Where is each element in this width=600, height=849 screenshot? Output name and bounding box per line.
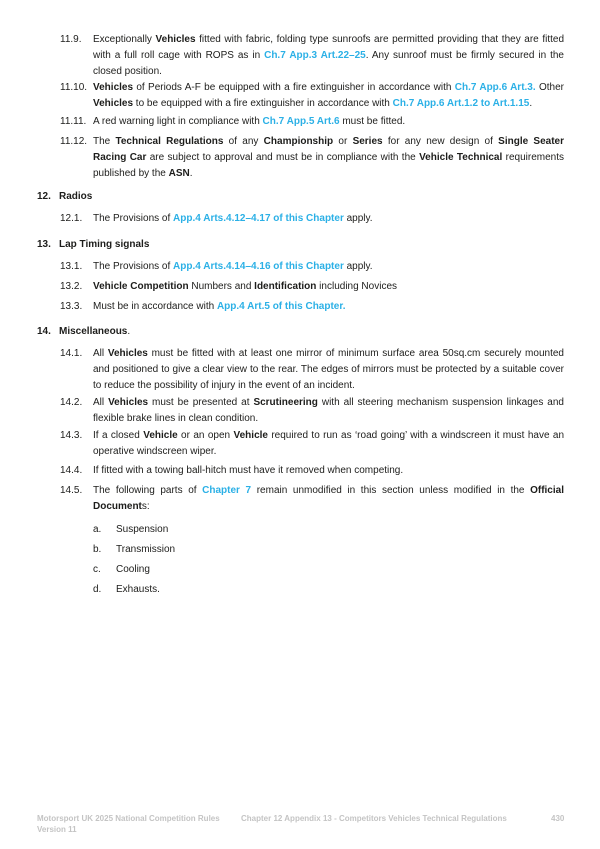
clause-number: 13.3. xyxy=(60,301,83,312)
clause-number: 14.5. xyxy=(60,485,83,496)
clause-number: 11.10. xyxy=(60,82,88,93)
cross-reference-link[interactable]: App.4 Art.5 of this Chapter. xyxy=(216,301,346,312)
section-heading-miscellaneous: 14. Miscellaneous. xyxy=(37,326,131,337)
list-item: b. Transmission xyxy=(93,544,176,555)
clause-number: 11.11. xyxy=(60,116,87,127)
clause-number: 14.3. xyxy=(60,430,83,441)
footer-chapter-title: Chapter 12 Appendix 13 - Competitors Vehicles Technical Regulations xyxy=(241,814,507,823)
clause-12-1 xyxy=(60,211,564,227)
clause-number: 11.9. xyxy=(60,34,82,45)
clause-11-12 xyxy=(60,134,564,182)
section-heading-radios: 12. Radios xyxy=(37,191,93,202)
cross-reference-link[interactable]: App.4 Arts.4.12–4.17 of this Chapter xyxy=(173,213,344,224)
clause-13-1 xyxy=(60,259,564,275)
cross-reference-link[interactable]: Chapter 7 xyxy=(202,485,252,496)
clause-text: A red warning light in compliance with Ch.7 App.5 Art.6 must be fitted. xyxy=(93,116,406,127)
clause-number: 13.1. xyxy=(60,261,83,272)
clause-13-3 xyxy=(60,299,564,315)
clause-text: All Vehicles must be fitted with at least one mirror of minimum surface area 50sq.cm securely mounted and positioned to give a clear view to the rear. The edges of mirrors must be protected by a suitable cover to reduce the possibility of injury in the event of an incident. xyxy=(93,348,564,391)
clause-text: The Technical Regulations of any Championship or Series for any new design of Single Seater Racing Car are subject to approval and must be in compliance with the Vehicle Technical requirements published by the ASN. xyxy=(93,136,565,179)
cross-reference-link[interactable]: Ch.7 App.6 Art.1.2 to Art.1.15 xyxy=(392,98,530,109)
clause-number: 14.1. xyxy=(60,348,83,359)
clause-number: 13.2. xyxy=(60,281,83,292)
clause-14-5 xyxy=(60,483,564,515)
cross-reference-link[interactable]: Ch.7 App.3 Art.22–25 xyxy=(264,50,366,61)
clause-text: The Provisions of App.4 Arts.4.14–4.16 of this Chapter apply. xyxy=(93,261,373,272)
clause-text: If a closed Vehicle or an open Vehicle required to run as ‘road going’ with a windscreen it must have an operative windscreen wiper. xyxy=(93,430,565,457)
clause-number: 14.4. xyxy=(60,465,83,476)
cross-reference-link[interactable]: Ch.7 App.5 Art.6 xyxy=(262,116,340,127)
footer-publication: Motorsport UK 2025 National Competition Rules Version 11 xyxy=(37,814,220,834)
clause-14-1 xyxy=(60,346,564,394)
clause-text: The Provisions of App.4 Arts.4.12–4.17 of this Chapter apply. xyxy=(93,213,373,224)
clause-11-11 xyxy=(60,114,564,130)
clause-text: Must be in accordance with App.4 Art.5 of this Chapter. xyxy=(93,301,346,312)
list-item: d. Exhausts. xyxy=(93,584,160,595)
clause-14-3 xyxy=(60,428,564,460)
cross-reference-link[interactable]: Ch.7 App.6 Art.3. xyxy=(454,82,536,93)
clause-text: If fitted with a towing ball-hitch must have it removed when competing. xyxy=(93,465,404,476)
list-item: c. Cooling xyxy=(93,564,150,575)
clause-text: The following parts of Chapter 7 remain unmodified in this section unless modified in the Official Documents: xyxy=(93,485,564,512)
clause-text: All Vehicles must be presented at Scrutineering with all steering mechanism suspension linkages and flexible brake lines in clean condition. xyxy=(93,397,564,424)
list-item: a. Suspension xyxy=(93,524,169,535)
clause-number: 11.12. xyxy=(60,136,88,147)
clause-11-9 xyxy=(60,32,564,80)
clause-text: Exceptionally Vehicles fitted with fabric, folding type sunroofs are permitted providing that they are fitted with a full roll cage with ROPS as in Ch.7 App.3 Art.22–25. Any sunroof must be firmly secured in the closed position. xyxy=(93,34,565,77)
section-heading-lap-timing: 13. Lap Timing signals xyxy=(37,239,150,250)
clause-14-2 xyxy=(60,395,564,427)
footer-page-number: 430 xyxy=(551,814,565,823)
clause-14-4 xyxy=(60,463,564,479)
clause-11-10 xyxy=(60,80,564,112)
cross-reference-link[interactable]: App.4 Arts.4.14–4.16 of this Chapter xyxy=(173,261,344,272)
clause-text: Vehicles of Periods A-F be equipped with a fire extinguisher in accordance with Ch.7 App.6 Art.3. Other Vehicles to be equipped with a fire extinguisher in accordance with Ch.7 App.6 Art.1.2 to Art.1.15. xyxy=(93,82,564,109)
clause-text: Vehicle Competition Numbers and Identification including Novices xyxy=(93,281,398,292)
clause-13-2 xyxy=(60,279,564,295)
clause-number: 14.2. xyxy=(60,397,83,408)
clause-number: 12.1. xyxy=(60,213,83,224)
